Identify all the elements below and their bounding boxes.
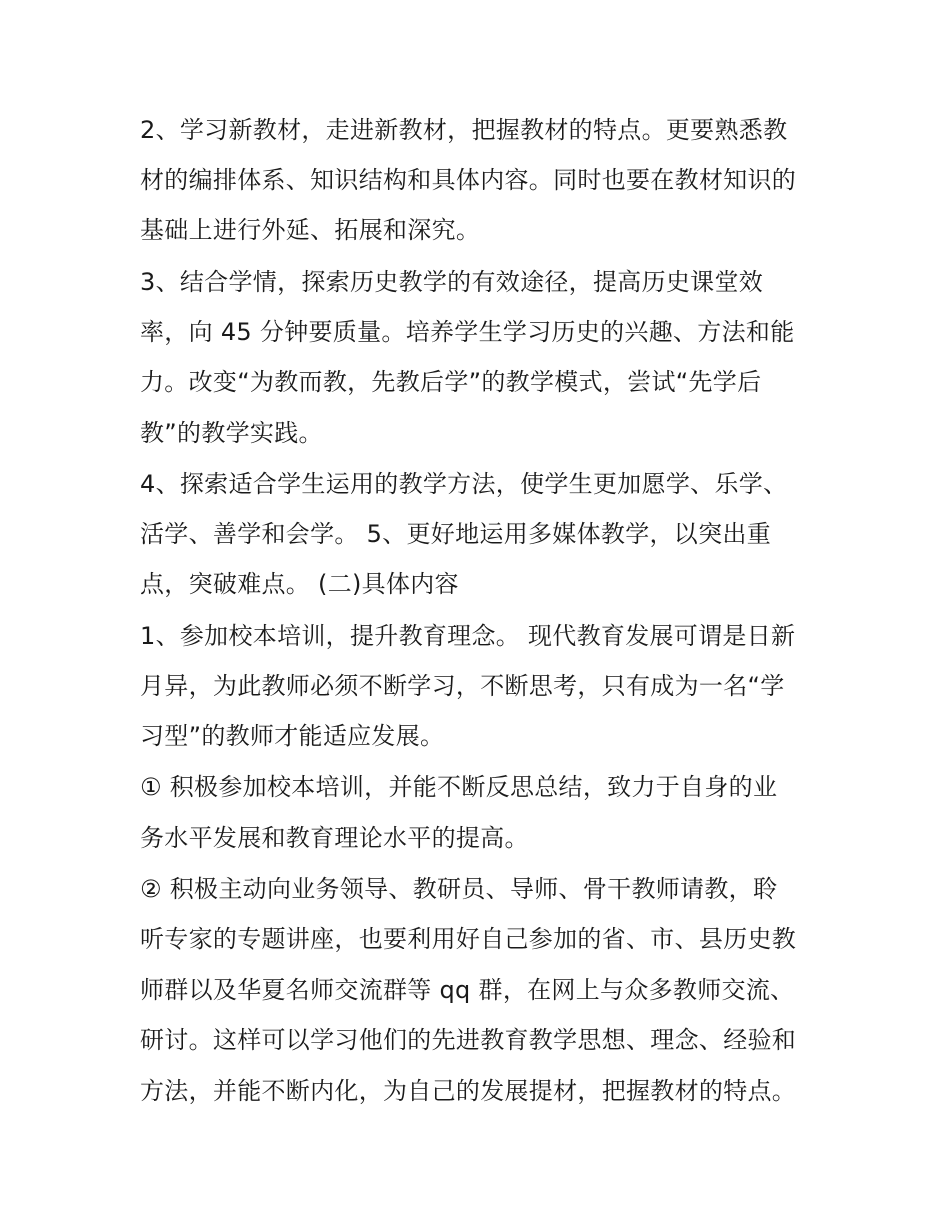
text-line: 师群以及华夏名师交流群等 qq 群，在网上与众多教师交流、: [140, 976, 795, 1004]
text-line: 点，突破难点。 (二)具体内容: [140, 570, 459, 598]
text-line: 务水平发展和教育理论水平的提高。: [140, 824, 529, 852]
text-line: 基础上进行外延、拓展和深究。: [140, 216, 481, 244]
text-line: 方法，并能不断内化，为自己的发展提材，把握教材的特点。: [140, 1077, 797, 1105]
text-line: ① 积极参加校本培训，并能不断反思总结，致力于自身的业: [140, 773, 778, 801]
text-line: 月异，为此教师必须不断学习，不断思考，只有成为一名“学: [140, 672, 785, 700]
text-line: 活学、善学和会学。 5、更好地运用多媒体教学，以突出重: [140, 520, 771, 548]
text-line: 1、参加校本培训，提升教育理念。 现代教育发展可谓是日新: [140, 622, 796, 650]
text-line: 2、学习新教材，走进新教材，把握教材的特点。更要熟悉教: [140, 116, 788, 144]
text-line: 教”的教学实践。: [140, 419, 323, 447]
text-line: 4、探索适合学生运用的教学方法，使学生更加愿学、乐学、: [140, 470, 788, 498]
text-line: 力。改变“为教而教，先教后学”的教学模式，尝试“先学后: [140, 368, 762, 396]
text-line: 习型”的教师才能适应发展。: [140, 722, 445, 750]
text-line: 率，向 45 分钟要质量。培养学生学习历史的兴趣、方法和能: [140, 318, 795, 346]
text-line: 材的编排体系、知识结构和具体内容。同时也要在教材知识的: [140, 166, 797, 194]
text-line: 研讨。这样可以学习他们的先进教育教学思想、理念、经验和: [140, 1026, 797, 1054]
text-line: 听专家的专题讲座，也要利用好自己参加的省、市、县历史教: [140, 925, 797, 953]
text-line: ② 积极主动向业务领导、教研员、导师、骨干教师请教，聆: [140, 875, 778, 903]
text-line: 3、结合学情，探索历史教学的有效途径，提高历史课堂效: [140, 268, 764, 296]
